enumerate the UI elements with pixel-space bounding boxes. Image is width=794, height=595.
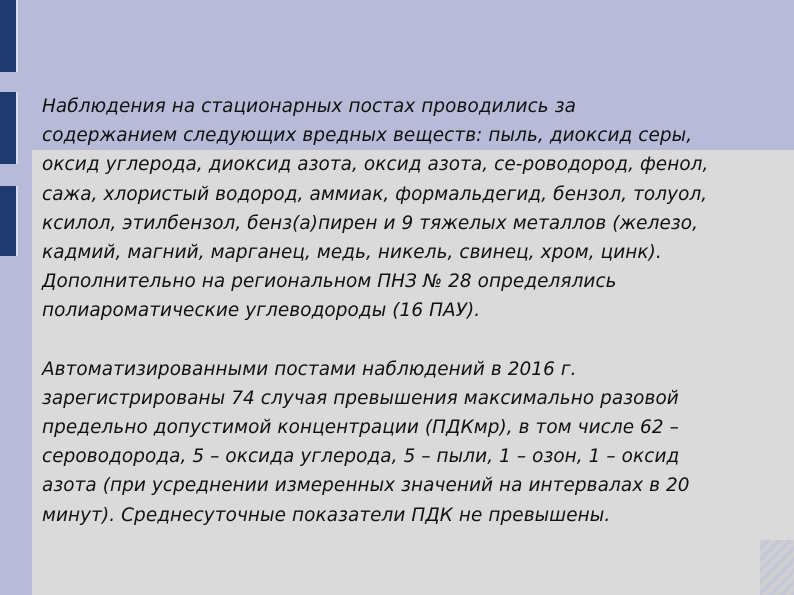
left-accent-bar-top [0, 0, 18, 72]
paragraph-observations: Наблюдения на стационарных постах проводились за содержанием следующих вредных веществ: пыль, диоксид серы, оксид углерода, диоксид азота, оксид азота, се-роводород, фенол, сажа, хлористый водород, аммиак, формальдегид, бензол, толуол, ксилол, этилбензол, бенз(а)пирен и 9 тяжелых металлов (железо, кадмий, магний, марганец, медь, никель, свинец, хром, цинк). Дополнительно на региональном ПНЗ № 28 определялись полиароматические углеводороды (16 ПАУ). [42, 96, 709, 322]
paragraph-automated-posts: Автоматизированными постами наблюдений в 2016 г. зарегистрированы 74 случая превышения максимально разовой предельно допустимой концентрации (ПДКмр), в том числе 62 – сероводорода, 5 – оксида углерода, 5 – пыли, 1 – озон, 1 – оксид азота (при усреднении измеренных значений на интервалах в 20 минут). Среднесуточные показатели ПДК не превышены. [42, 358, 690, 526]
left-accent-bar-middle [0, 92, 18, 164]
slide-text-block [42, 92, 762, 530]
left-accent-bar-bottom [0, 186, 18, 256]
decorative-corner [760, 540, 794, 595]
